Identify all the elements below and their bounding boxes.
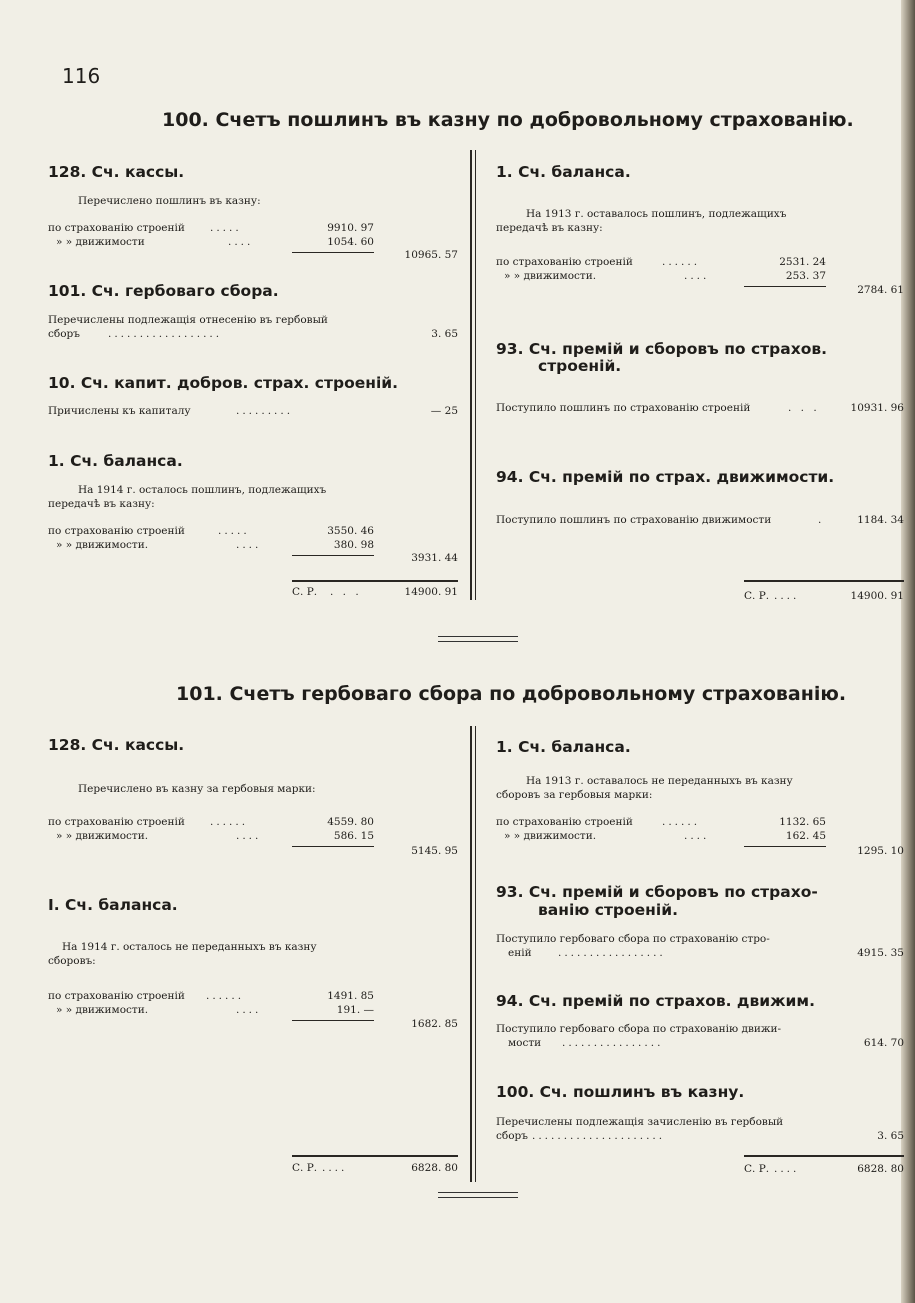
s2-left-row2-amount: 586. 15 [333, 830, 374, 842]
s1-left-total1: 10965. 57 [404, 249, 458, 261]
s2-right-sum-rule [744, 1155, 904, 1157]
s1-right-93-text: Поступило пошлинъ по страхованію строеній [496, 402, 751, 414]
s1-left-sum: 14900. 91 [404, 586, 458, 598]
s1-left-total4: 3931. 44 [411, 552, 458, 564]
section-separator-2 [438, 1192, 518, 1198]
s2-right-94-amount: 614. 70 [863, 1037, 904, 1049]
s2-left-row1-label: по страхованію строеній [48, 816, 185, 828]
s2-right-94-leader: ................ [562, 1037, 664, 1049]
s2-left-row4-label: » » движимости. [56, 1004, 149, 1016]
s1-right-total1: 2784. 61 [857, 284, 904, 296]
s2-left-subtotal-rule [292, 846, 374, 847]
s1-left-row1-leader: ..... [210, 222, 242, 234]
s2-left-row3-amount: 1491. 85 [327, 990, 374, 1002]
s2-right-balans-line2: сборовъ за гербовыя марки: [496, 789, 653, 801]
s2-right-100-line1: Перечислены подлежащія зачисленію въ гербовый [496, 1116, 784, 1128]
page-edge-shadow [901, 0, 915, 1303]
s1-left-gerb-line2: сборъ [48, 328, 80, 340]
s2-left-intro: Перечислено въ казну за гербовыя марки: [78, 783, 316, 795]
s1-right-row1-leader: ...... [662, 256, 701, 268]
s1-right-heading-93-line2: строеній. [538, 357, 622, 375]
s1-left-intro: Перечислено пошлинъ въ казну: [78, 195, 261, 207]
s2-right-sum: 6828. 80 [857, 1163, 904, 1175]
s2-left-row1-leader: ...... [210, 816, 249, 828]
s2-right-row2-leader: .... [684, 830, 710, 842]
s2-right-93-line1: Поступило гербоваго сбора по страхованію стро- [496, 933, 770, 945]
s2-left-row3-label: по страхованію строеній [48, 990, 185, 1002]
s1-right-row1-amount: 2531. 24 [779, 256, 826, 268]
s2-right-93-leader: ................. [558, 947, 666, 959]
s1-left-row2-label: » » движимости [56, 236, 145, 248]
s2-left-total1: 5145. 95 [411, 845, 458, 857]
s1-right-94-leader: . [818, 514, 825, 526]
s2-left-row2-leader: .... [236, 830, 262, 842]
s2-right-heading-94: 94. Сч. премій по страхов. движим. [496, 992, 815, 1010]
s2-left-total2: 1682. 85 [411, 1018, 458, 1030]
s1-left-row1-label: по страхованію строеній [48, 222, 185, 234]
s2-right-subtotal-rule [744, 846, 826, 847]
s1-right-row2-amount: 253. 37 [785, 270, 826, 282]
s2-right-93-line2: еній [508, 947, 532, 959]
s2-right-sum-leader: .... [774, 1163, 800, 1175]
s1-left-subtotal2-rule [292, 555, 374, 556]
section-1-divider-inner [475, 150, 476, 600]
s1-left-row3-label: по страхованію строеній [48, 525, 185, 537]
s1-left-heading-balans: 1. Сч. баланса. [48, 452, 183, 470]
s1-left-gerb-line1: Перечислены подлежащія отнесенію въ гербовый [48, 314, 328, 326]
s1-left-kapital-amount: — 25 [430, 405, 458, 417]
s2-left-sum-label: С. Р. [292, 1162, 318, 1174]
s1-left-subtotal-rule [292, 252, 374, 253]
s2-left-sum: 6828. 80 [411, 1162, 458, 1174]
section-2-title: 101. Счетъ гербоваго сбора по добровольному страхованію. [176, 683, 847, 705]
s1-left-kapital-leader: ......... [236, 405, 294, 417]
section-1-divider [470, 150, 472, 600]
s1-left-heading-kassa: 128. Сч. кассы. [48, 163, 185, 181]
s1-right-sum: 14900. 91 [850, 590, 904, 602]
s2-left-balans-line1: На 1914 г. осталось не переданныхъ въ казну [62, 941, 317, 953]
s1-left-row3-leader: ..... [218, 525, 250, 537]
s1-left-heading-kapital: 10. Сч. капит. добров. страх. строеній. [48, 374, 399, 392]
s1-left-gerb-amount: 3. 65 [431, 328, 458, 340]
s2-right-balans-line1: На 1913 г. оставалось не переданныхъ въ казну [526, 775, 793, 787]
s1-right-sum-label: С. Р. [744, 590, 770, 602]
s1-right-row2-label: » » движимости. [504, 270, 597, 282]
s2-right-heading-93-line1: 93. Сч. премій и сборовъ по страхо- [496, 883, 818, 901]
s2-left-heading-kassa: 128. Сч. кассы. [48, 736, 185, 754]
s1-right-heading-94: 94. Сч. премій по страх. движимости. [496, 468, 835, 486]
s1-right-row1-label: по страхованію строеній [496, 256, 633, 268]
s1-left-row2-amount: 1054. 60 [327, 236, 374, 248]
s1-left-row2-leader: .... [228, 236, 254, 248]
s1-right-sum-rule [744, 580, 904, 582]
s2-left-row4-amount: 191. — [336, 1004, 374, 1016]
s1-left-row3-amount: 3550. 46 [327, 525, 374, 537]
s2-left-row1-amount: 4559. 80 [327, 816, 374, 828]
section-2-divider [470, 726, 472, 1182]
s2-right-100-line2: сборъ [496, 1130, 528, 1142]
s1-right-heading-93-line1: 93. Сч. премій и сборовъ по страхов. [496, 340, 828, 358]
s2-right-row1-amount: 1132. 65 [779, 816, 826, 828]
s2-right-94-line2: мости [508, 1037, 542, 1049]
s1-left-row1-amount: 9910. 97 [327, 222, 374, 234]
s2-right-heading-100: 100. Сч. пошлинъ въ казну. [496, 1083, 745, 1101]
s1-right-94-amount: 1184. 34 [857, 514, 904, 526]
s1-left-sum-label: С. Р. [292, 586, 318, 598]
section-1-title: 100. Счетъ пошлинъ въ казну по добровольному страхованію. [162, 109, 854, 131]
s2-right-94-line1: Поступило гербоваго сбора по страхованію движи- [496, 1023, 782, 1035]
s1-left-row4-amount: 380. 98 [333, 539, 374, 551]
s2-right-row2-amount: 162. 45 [785, 830, 826, 842]
s1-left-row4-label: » » движимости. [56, 539, 149, 551]
s2-left-heading-balans: I. Сч. баланса. [48, 896, 178, 914]
s2-right-heading-93-line2: ванію строеній. [538, 901, 678, 919]
s2-right-total1: 1295. 10 [857, 845, 904, 857]
section-separator-1 [438, 636, 518, 642]
s1-right-94-text: Поступило пошлинъ по страхованію движимости [496, 514, 772, 526]
s2-right-100-amount: 3. 65 [877, 1130, 904, 1142]
s2-right-row1-leader: ...... [662, 816, 701, 828]
s2-right-row1-label: по страхованію строеній [496, 816, 633, 828]
s2-right-row2-label: » » движимости. [504, 830, 597, 842]
s1-left-balans-line2: передачѣ въ казну: [48, 498, 155, 510]
s1-right-subtotal-rule [744, 286, 826, 287]
s2-left-subtotal2-rule [292, 1020, 374, 1021]
s1-left-balans-line1: На 1914 г. осталось пошлинъ, подлежащихъ [78, 484, 327, 496]
s2-right-sum-label: С. Р. [744, 1163, 770, 1175]
s1-left-kapital-text: Причислены къ капиталу [48, 405, 191, 417]
s1-left-row4-leader: .... [236, 539, 262, 551]
s2-left-row4-leader: .... [236, 1004, 262, 1016]
s2-right-heading-balans: 1. Сч. баланса. [496, 738, 631, 756]
s1-left-gerb-leader: .................. [108, 328, 223, 340]
s2-right-100-leader: ..................... [532, 1130, 666, 1142]
s2-left-sum-leader: .... [322, 1162, 348, 1174]
s1-right-balans-line1: На 1913 г. оставалось пошлинъ, подлежащихъ [526, 208, 787, 220]
s2-right-93-amount: 4915. 35 [857, 947, 904, 959]
s2-left-row3-leader: ...... [206, 990, 245, 1002]
s1-left-sum-leader: . . . [330, 586, 362, 598]
section-2-divider-inner [475, 726, 476, 1182]
s1-right-93-amount: 10931. 96 [850, 402, 904, 414]
s1-right-balans-line2: передачѣ въ казну: [496, 222, 603, 234]
page-number: 116 [62, 64, 101, 88]
s2-left-sum-rule [292, 1155, 458, 1157]
s1-left-heading-gerb: 101. Сч. гербоваго сбора. [48, 282, 279, 300]
s1-right-row2-leader: .... [684, 270, 710, 282]
s1-left-sum-rule [292, 580, 458, 582]
s2-left-balans-line2: сборовъ: [48, 955, 96, 967]
s2-left-row2-label: » » движимости. [56, 830, 149, 842]
s1-right-sum-leader: .... [774, 590, 800, 602]
s1-right-heading-balans: 1. Сч. баланса. [496, 163, 631, 181]
s1-right-93-leader: . . . [788, 402, 820, 414]
